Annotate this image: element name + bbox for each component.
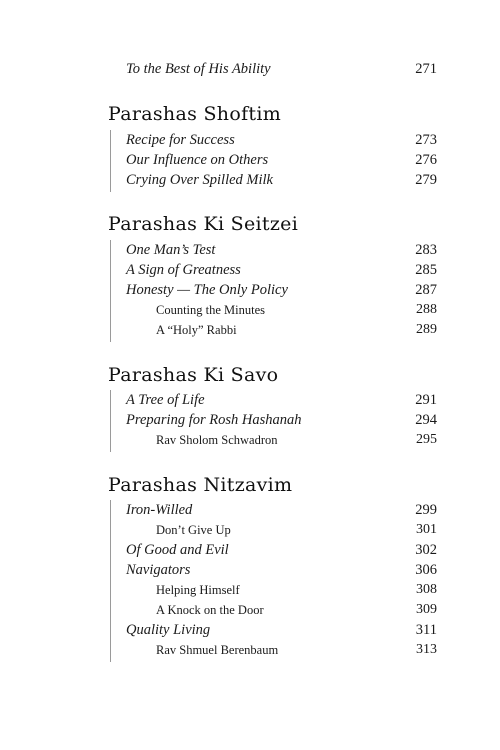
toc-entry-title: To the Best of His Ability [126, 61, 271, 77]
toc-entry-page: 273 [415, 132, 437, 148]
toc-subentry-title: A “Holy” Rabbi [156, 323, 237, 337]
toc-entry[interactable] [0, 410, 500, 430]
toc-subentry-title: Don’t Give Up [156, 523, 231, 537]
toc-entry-title: Honesty — The Only Policy [126, 282, 288, 298]
toc-subentry-page: 308 [416, 582, 437, 597]
toc-entry[interactable] [0, 260, 500, 280]
toc-entry[interactable] [0, 240, 500, 260]
toc-subentry[interactable] [0, 520, 500, 540]
toc-subentry-title: A Knock on the Door [156, 603, 264, 617]
toc-subentry[interactable] [0, 430, 500, 450]
toc-subentry-page: 301 [416, 522, 437, 537]
toc-subentry-page: 289 [416, 322, 437, 337]
toc-subentry-page: 309 [416, 602, 437, 617]
toc-subentry[interactable] [0, 320, 500, 340]
section-heading-ki-seitzei: Parashas Ki Seitzei [108, 213, 299, 235]
toc-entry-page: 302 [415, 542, 437, 558]
toc-entry-title: A Tree of Life [126, 392, 205, 408]
toc-entry-page: 271 [415, 61, 437, 77]
toc-subentry-title: Rav Sholom Schwadron [156, 433, 278, 447]
toc-subentry-title: Rav Shmuel Berenbaum [156, 643, 279, 657]
toc-entry[interactable] [0, 620, 500, 640]
toc-entry-page: 279 [415, 172, 437, 188]
toc-subentry-title: Counting the Minutes [156, 303, 266, 317]
toc-entry-title: A Sign of Greatness [126, 262, 241, 278]
toc-subentry[interactable] [0, 300, 500, 320]
toc-entry[interactable] [0, 150, 500, 170]
toc-entry[interactable] [0, 280, 500, 300]
toc-subentry[interactable] [0, 640, 500, 660]
toc-entry-title: Quality Living [126, 622, 211, 638]
toc-entry-page: 306 [415, 562, 437, 578]
toc-subentry-page: 288 [416, 302, 437, 317]
toc-entry[interactable] [0, 540, 500, 560]
toc-entry-title: Crying Over Spilled Milk [126, 172, 273, 188]
toc-entry-title: Recipe for Success [126, 132, 235, 148]
toc-entry[interactable] [0, 170, 500, 190]
toc-entry-page: 299 [415, 502, 437, 518]
toc-entry-page: 294 [415, 412, 437, 428]
toc-entry-page: 283 [415, 242, 437, 258]
toc-subentry[interactable] [0, 600, 500, 620]
toc-entry[interactable] [0, 390, 500, 410]
toc-entry[interactable] [0, 560, 500, 580]
toc-entry-title: One Man’s Test [126, 242, 216, 258]
toc-entry-title: Our Influence on Others [126, 152, 269, 168]
section-heading-shoftim: Parashas Shoftim [108, 103, 282, 125]
toc-entry-page: 287 [415, 282, 437, 298]
toc-subentry-page: 295 [416, 432, 437, 447]
toc-entry-title: Iron-Willed [126, 502, 193, 518]
toc-subentry[interactable] [0, 580, 500, 600]
section-heading-ki-savo: Parashas Ki Savo [108, 364, 279, 386]
toc-entry[interactable] [0, 500, 500, 520]
toc-subentry-page: 313 [416, 642, 437, 657]
toc-entry[interactable] [0, 130, 500, 150]
section-heading-nitzavim: Parashas Nitzavim [108, 474, 293, 496]
toc-entry-title: Preparing for Rosh Hashanah [126, 412, 302, 428]
toc-entry-page: 276 [415, 152, 437, 168]
toc-entry[interactable] [0, 59, 500, 79]
toc-entry-page: 285 [415, 262, 437, 278]
toc-entry-title: Navigators [126, 562, 191, 578]
toc-entry-title: Of Good and Evil [126, 542, 229, 558]
toc-entry-page: 311 [415, 622, 437, 638]
toc-entry-page: 291 [415, 392, 437, 408]
toc-subentry-title: Helping Himself [156, 583, 240, 597]
